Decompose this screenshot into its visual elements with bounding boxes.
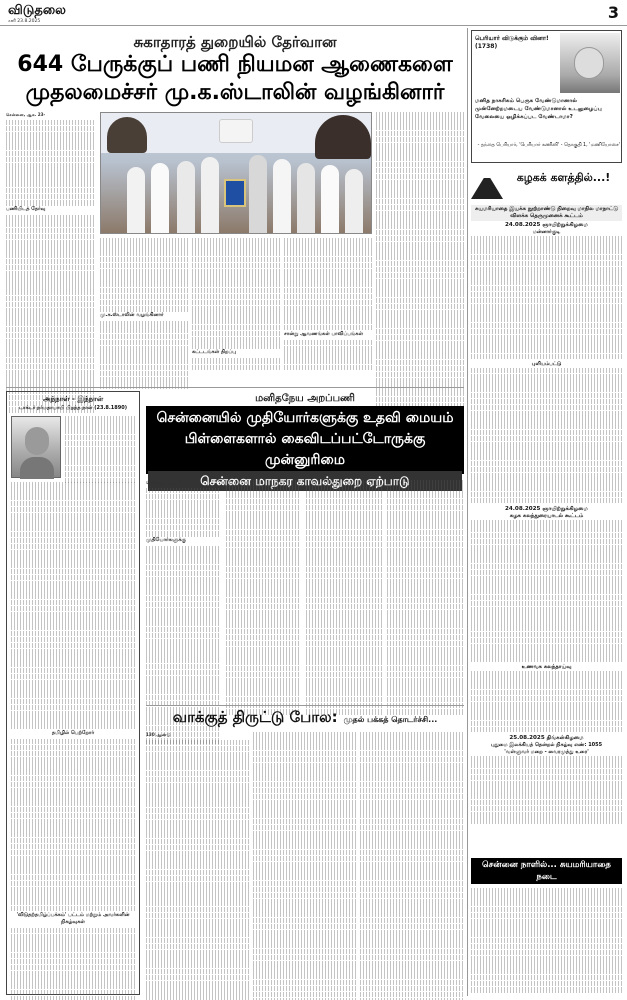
birthday-intro (65, 416, 135, 484)
periyar-quote-text: மனித நாகரிகம் பெருக வேண்டுமானால் முன்னேற்றமடைய வேண்டுமானால் உடலுழைப்பு வேலையை ஒழிக்கப்பட வேண்டாமா? (475, 98, 602, 120)
event1-date: 24.08.2025 ஞாயிற்றுக்கிழமை (505, 222, 588, 228)
newspaper-name: விடுதலை (8, 3, 66, 18)
police-headline-3: சென்னை மாநகர காவல்துறை ஏற்பாடு (148, 471, 462, 491)
birthday-box (6, 391, 140, 995)
lead-headline-2: முதலமைச்சர் மு.க.ஸ்டாலின் வழங்கினார் (25, 80, 445, 105)
event2-place: புளியம்பட்டு (531, 360, 562, 367)
police-headline-1: சென்னையில் முதியோர்களுக்கு உதவி மையம் (156, 410, 454, 426)
event3-title: கழக கலந்துரையாடல் கூட்டம் (509, 513, 584, 520)
lead-dateline: சென்னை, ஆக. 23- (6, 112, 46, 117)
lead-column-4 (284, 238, 372, 371)
event3-date: 24.08.2025 ஞாயிற்றுக்கிழமை (505, 506, 588, 513)
lead-photo (100, 112, 372, 234)
event5-sub: 'வள்ளுவர் மறை - வைரமுத்து உரை' (504, 749, 589, 756)
lead-column-1 (6, 112, 96, 413)
vote-column-1 (146, 732, 249, 1000)
lead-column-5 (376, 112, 464, 409)
lead-subhead-1: பணியிடத் தேர்வு (6, 206, 46, 213)
kazhagam-title: கழகக் களத்தில்...! (516, 171, 611, 184)
periyar-attribution: - தந்தை பெரியார், 'பெரியார் கணினி' - தொகுதி 1, 'மணியோசை' (477, 143, 620, 148)
vote-column-3 (360, 732, 464, 1000)
page-number: 3 (607, 3, 619, 22)
birthday-subhead-1: தமிழில் பெற்றோர் (51, 729, 95, 736)
event1-title: சுயமரியாதை இயக்க நூற்றாண்டு நிறைவு மாநில மாநாட்டு விளக்க தெருமுனைக் கூட்டம் (471, 205, 622, 221)
kazhagam-header (471, 167, 622, 203)
lead-subhead-2: மு.க.ஸ்டாலின் வழங்கினார் (100, 312, 164, 319)
birthday-subhead-2: 'விடுதற்தமிழ்ப்பக்கம்' பட்டம் மற்றும் அவர்களின் நிகழ்வுகள் (16, 911, 130, 925)
event5-date: 25.08.2025 திங்கள்கிழமை (509, 735, 584, 742)
story-divider (146, 705, 464, 706)
event1-place: மன்னார்குடி (532, 229, 561, 235)
lead-column-2 (100, 238, 188, 389)
masthead-bar (0, 0, 627, 26)
lead-kicker: சுகாதாரத் துறையில் தேர்வான (133, 33, 337, 51)
police-column-4 (387, 480, 464, 715)
event4-title: உணவக கலந்தாய்வு (521, 664, 572, 670)
vote-headline: வாக்குத் திருட்டு போல: (172, 708, 338, 726)
chennai-walk-body (471, 888, 622, 993)
police-column-3 (306, 480, 382, 715)
events-list (471, 205, 622, 824)
police-subhead: முதியோர்களுக்கு (146, 537, 186, 544)
portrait-photo (11, 416, 61, 478)
birthday-subtitle: டாக்டர் நர்மதாபாயி பிறந்த நாள் (23.8.1890) (18, 405, 127, 411)
lead-subhead-4: சான்று ஆவணங்கள் பாவிப்பங்கள் (284, 330, 364, 337)
section-divider (6, 387, 464, 388)
police-kicker: மனிதநேய அறப்பணி (255, 393, 355, 404)
police-headline-2: பிள்ளைகளால் கைவிடப்பட்டோருக்கு முன்னுரிமை (184, 431, 426, 468)
lead-column-3 (192, 238, 280, 371)
column-divider (467, 28, 468, 996)
chennai-walk-title: சென்னை நாளில்... சுயமரியாதை நடை (471, 858, 622, 884)
lead-headline-1: 644 பேருக்குப் பணி நியமன ஆணைகளை (17, 52, 453, 77)
police-column-2 (226, 480, 301, 715)
birthday-title: அந்நாள் - இந்நாள் (42, 395, 104, 403)
vote-dateline: 130 ஆண்டு (146, 732, 171, 737)
lead-subhead-3: கட்டடங்கள் திறப்பு (192, 349, 236, 356)
issue-date: சனி 23.8.2025 (8, 19, 41, 24)
vote-headline-row (146, 708, 464, 728)
flag-icon (471, 169, 503, 199)
birthday-body (11, 482, 135, 1000)
event5-title: புதுமை இலக்கியத் தென்றல் நிகழ்வு எண்: 1055 (490, 742, 603, 749)
police-dateline: சென்னை, ஆக. 23- (146, 480, 186, 485)
periyar-quote-box (471, 30, 622, 163)
vote-headline-small: முதல் பக்கத் தொடர்ச்சி... (343, 715, 438, 724)
periyar-title: பெரியார் விடுக்கும் வினா! (1738) (475, 35, 549, 50)
vote-column-2 (253, 732, 356, 1000)
periyar-photo (560, 33, 620, 93)
